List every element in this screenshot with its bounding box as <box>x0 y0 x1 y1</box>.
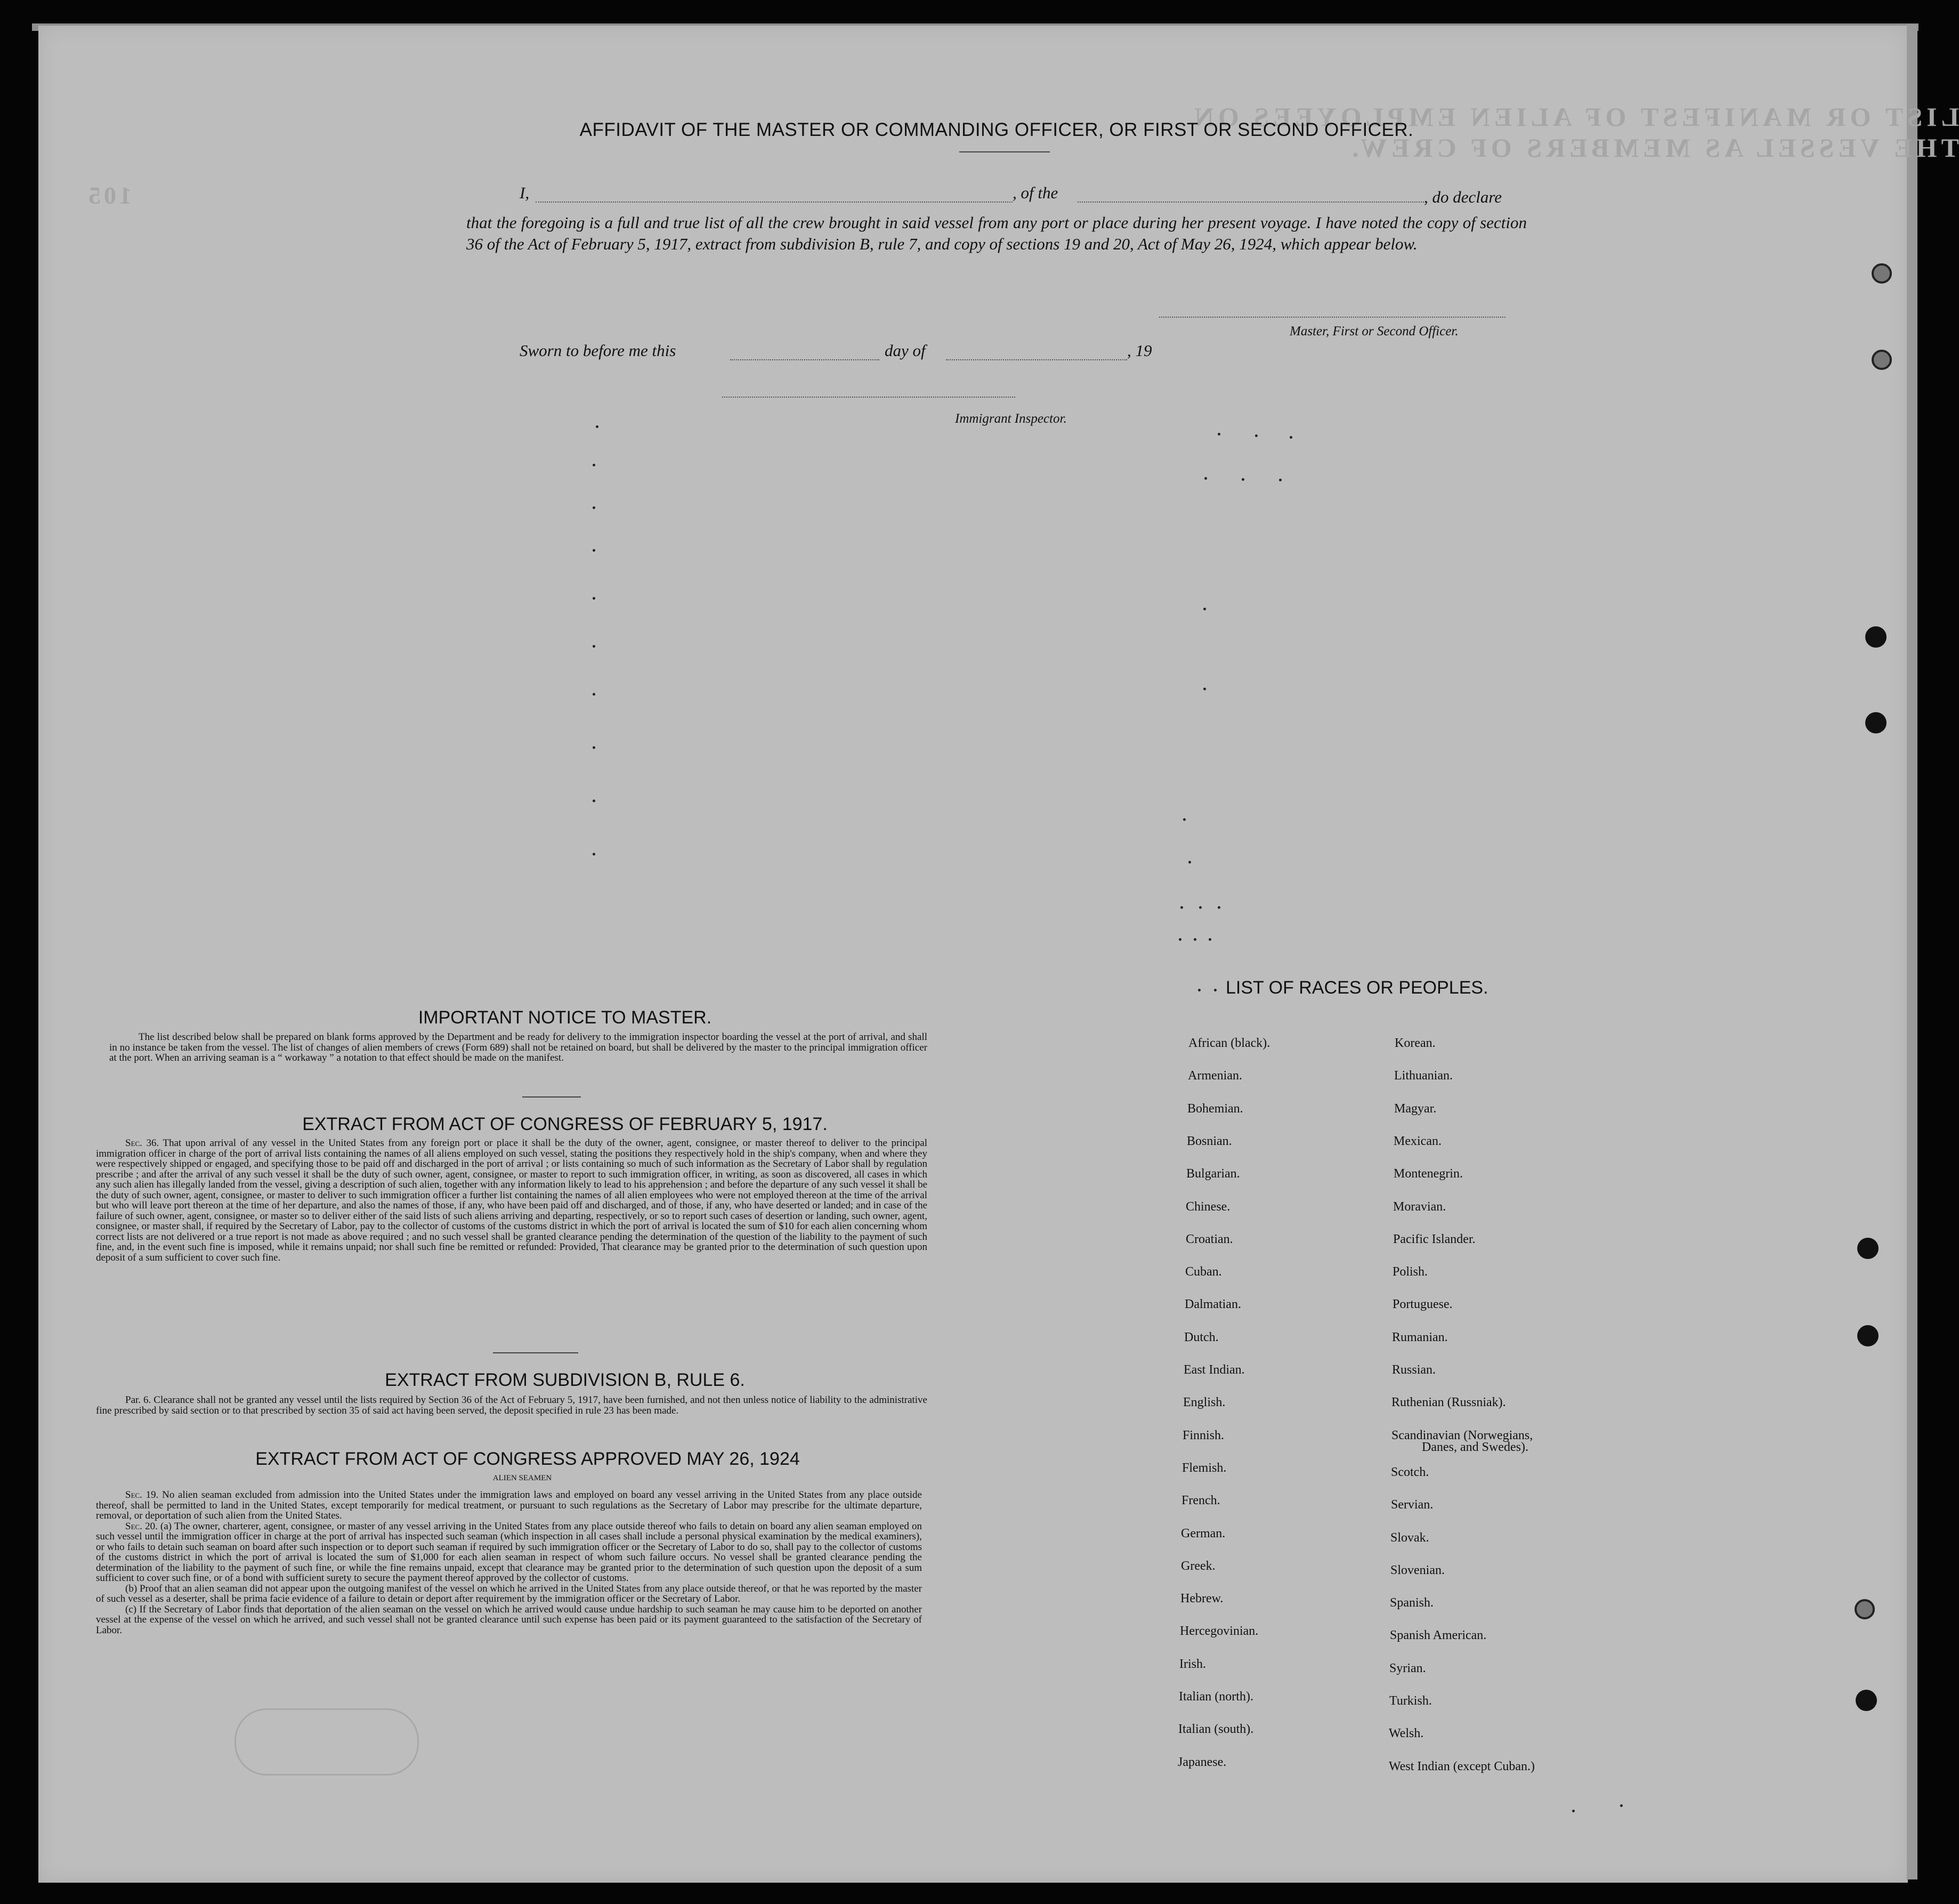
bleed-through-page-number: 105 <box>85 182 132 209</box>
punch-hole <box>1865 626 1887 648</box>
year-prefix: , 19 <box>1127 341 1152 360</box>
mark-dot <box>593 645 595 648</box>
race-item: Spanish American. <box>1390 1628 1487 1642</box>
race-item: Rumanian. <box>1392 1330 1448 1344</box>
heading-divider <box>959 151 1050 152</box>
mark-dot <box>1203 688 1206 690</box>
inspector-signature-line <box>722 397 1015 398</box>
section-divider <box>522 1096 581 1098</box>
extract-rule6-text: Par. 6. Clearance shall not be granted any vessel until the lists required by Section 36 of the Act of February 5, 1917, have been furnished, and not then unless notice of liability to the administrative fine prescribed by said section or to that prescribed by section 35 of said act having been served, the deposit specified in rule 23 has been made. <box>96 1394 927 1416</box>
race-item: Chinese. <box>1186 1200 1231 1214</box>
race-item: French. <box>1181 1494 1220 1507</box>
race-item: German. <box>1181 1527 1226 1540</box>
race-item: Servian. <box>1391 1498 1434 1512</box>
punch-hole <box>1872 350 1892 370</box>
race-item: Scandinavian (Norwegians, <box>1391 1429 1533 1442</box>
race-item: Bosnian. <box>1187 1134 1232 1148</box>
faint-stamp <box>234 1708 419 1776</box>
race-item: Moravian. <box>1393 1200 1446 1214</box>
mark-dot <box>1198 989 1201 991</box>
mark-dot <box>593 506 595 509</box>
section-20a: Sec. 20. (a) The owner, charterer, agent, consignee, or master of any vessel arriving in the United States from any place outside thereof who fails to detain on board any alien seaman employed on such vessel until the immigration officer in charge at the port of arrival has inspected such seaman (which inspection in all cases shall include a personal physical examination by the medical examiners), or who fails to detain such seaman on board after such inspection or to deport such seaman if required by such immigration officer or the Secretary of Labor to do so, shall pay to the collector of customs of the customs district in which the port of arrival is located the sum of $1,000 for each alien seaman in respect of whom such failure occurs. No vessel shall be granted clearance pending the determination of the liability to the payment of such fine, or while the fine remains unpaid, except that clearance may be granted prior to the determination of such question upon the deposit of a sum sufficient to cover such fine, or of a bond with sufficient surety to secure the payment thereof approved by the collector of customs. <box>96 1520 922 1584</box>
race-item: Bohemian. <box>1187 1102 1243 1116</box>
sworn-text: Sworn to before me this <box>520 341 676 360</box>
race-item: Pacific Islander. <box>1393 1232 1476 1246</box>
race-item: Italian (south). <box>1178 1722 1254 1736</box>
race-item: Mexican. <box>1394 1134 1442 1148</box>
mark-dot <box>1179 938 1181 941</box>
mark-dot <box>1180 906 1183 909</box>
race-item: Welsh. <box>1389 1726 1424 1740</box>
notice-text: The list described below shall be prepared on blank forms approved by the Department and be ready for delivery to the immigration inspector boarding the vessel at the port of arrival, and shall in no instance be taken from the vessel. The list of changes of alien members of crews (Form 689) shall not be retained on board, but shall be delivered by the master to the principal immigration officer at the port. When an arriving seaman is a “ workaway ” a notation to that effect should be made on the manifest. <box>109 1031 927 1063</box>
section-divider <box>493 1352 578 1353</box>
race-item: Spanish. <box>1390 1596 1434 1610</box>
section-36-body: That upon arrival of any vessel in the United States from any foreign port or place it shall be the duty of the owner, agent, consignee, or master thereof to deliver to the principal immigration officer in charge of the port of arrival lists containing the names of all aliens employed on such vessel, stating the positions they respectively hold in the ship's company, when and where they were respectively shipped or engaged, and specifying those to be paid off and discharged in the port of arrival ; or lists containing so much of such information as the Secretary of Labor shall by regulation prescribe ; and after the arrival of any such vessel it shall be the duty of such owner, agent, consignee, or master to report to such immigration officer, in writing, as soon as discovered, all cases in which any such alien has illegally landed from the vessel, giving a description of such alien, together with any information likely to lead to his apprehension ; and before the departure of any such vessel it shall be the duty of such owner, agent, consignee, or master to deliver to such immigration officer a further list containing the names of all alien employees who were not employed thereon at the time of the arrival but who will leave port thereon at the time of her departure, and also the names of those, if any, who have been paid off and discharged, and of those, if any, who have deserted or landed; and in case of the failure of such owner, agent, consignee, or master so to deliver either of the said lists of such aliens arriving and departing, respectively, or so to report such cases of desertion or landing, such owner, agent, consignee, or master shall, if required by the Secretary of Labor, pay to the collector of customs of the customs district in which the port of arrival is located the sum of $10 for each alien concerning whom correct lists are not delivered or a true report is not made as above required ; and no such vessel shall be granted clearance pending the determination of the question of the liability to the payment of such fine, and, in the event such fine is imposed, while it remains unpaid; nor shall such fine be remitted or refunded: Provided, That clearance may be granted prior to the determination of such question upon deposit of a sum sufficient to cover such fine. <box>96 1137 927 1263</box>
affidavit-body: that the foregoing is a full and true list of all the crew brought in said vessel from any port or place during her present voyage. I have noted the copy of section 36 of the Act of February 5, 1917, extract from subdivision B, rule 7, and copy of sections 19 and 20, Act of May 26, 1924, which appear below. <box>466 213 1527 253</box>
punch-hole <box>1855 1599 1875 1619</box>
mark-dot <box>1199 906 1202 909</box>
section-36-label: Sec. 36. <box>125 1137 159 1149</box>
sworn-day-blank <box>730 359 879 360</box>
punch-hole <box>1857 1238 1879 1259</box>
extract-1917-heading: EXTRACT FROM ACT OF CONGRESS OF FEBRUARY 5, 1917. <box>302 1114 828 1134</box>
extract-1924-text <box>96 1490 922 1635</box>
notice-heading: IMPORTANT NOTICE TO MASTER. <box>418 1007 712 1028</box>
race-item: Portuguese. <box>1393 1297 1453 1311</box>
mark-dot <box>1209 938 1211 941</box>
mark-dot <box>596 425 598 428</box>
race-item: Magyar. <box>1394 1102 1437 1116</box>
race-item: Lithuanian. <box>1394 1069 1453 1083</box>
extract-1924-subheading: ALIEN SEAMEN <box>492 1474 552 1482</box>
mark-dot <box>1204 477 1207 480</box>
race-item: Italian (north). <box>1179 1690 1253 1704</box>
affidavit-do-declare: , do declare <box>1424 188 1502 206</box>
mark-dot <box>593 597 595 600</box>
race-item: Scotch. <box>1391 1465 1429 1479</box>
mark-dot <box>1218 433 1220 435</box>
month-blank <box>946 359 1127 360</box>
vessel-blank <box>1078 201 1424 203</box>
mark-dot <box>1194 938 1196 941</box>
section-19: Sec. 19. No alien seaman excluded from admission into the United States under the immigration laws and employed on board any vessel arriving in the United States from any place outside thereof, shall be permitted to land in the United States, except temporarily for medical treatment, or pursuant to such regulations as the Secretary of Labor may prescribe for the ultimate departure, removal, or deportation of such alien from the United States. <box>96 1489 922 1521</box>
race-item: English. <box>1183 1395 1226 1409</box>
races-heading: LIST OF RACES OR PEOPLES. <box>1226 978 1488 998</box>
race-scandinavian-continued: Danes, and Swedes). <box>1422 1440 1528 1454</box>
mark-dot <box>1572 1810 1575 1812</box>
race-item: Dutch. <box>1184 1330 1219 1344</box>
mark-dot <box>1255 434 1258 437</box>
race-item: Finnish. <box>1183 1429 1225 1442</box>
race-item: Hercegovinian. <box>1180 1624 1259 1638</box>
inspector-label: Immigrant Inspector. <box>955 412 1067 426</box>
race-item: Cuban. <box>1185 1265 1222 1279</box>
extract-1924-heading: EXTRACT FROM ACT OF CONGRESS APPROVED MAY 26, 1924 <box>255 1449 800 1469</box>
race-item: Slovak. <box>1390 1531 1429 1545</box>
race-item: Armenian. <box>1188 1069 1242 1083</box>
mark-dot <box>1203 608 1206 610</box>
punch-hole <box>1856 1690 1877 1711</box>
mark-dot <box>593 464 595 466</box>
extract-rule6-heading: EXTRACT FROM SUBDIVISION B, RULE 6. <box>385 1370 745 1390</box>
punch-hole <box>1865 712 1887 733</box>
race-item: Ruthenian (Russniak). <box>1391 1395 1506 1409</box>
mark-dot <box>1188 861 1191 864</box>
race-item: Dalmatian. <box>1185 1297 1241 1311</box>
section-20c: (c) If the Secretary of Labor finds that deportation of the alien seaman on the vessel on which he arrived would cause undue hardship to such seaman he may cause him to be deported on another vessel at the expense of the vessel on which he arrived, and such vessel shall not be granted clearance until such expense has been paid or its payment guaranteed to the satisfaction of the Secretary of Labor. <box>96 1603 922 1636</box>
mark-dot <box>1214 989 1217 991</box>
race-item: Greek. <box>1181 1559 1216 1573</box>
race-item: African (black). <box>1188 1036 1270 1050</box>
name-blank <box>536 201 1013 203</box>
mark-dot <box>1290 436 1292 439</box>
race-item: Korean. <box>1395 1036 1436 1050</box>
race-item: East Indian. <box>1184 1363 1245 1377</box>
master-signature-line <box>1159 317 1505 318</box>
extract-1917-text <box>96 1138 927 1263</box>
mark-dot <box>593 800 595 802</box>
affidavit-of-the: , of the <box>1013 183 1058 202</box>
mark-dot <box>1620 1804 1623 1807</box>
mark-dot <box>593 746 595 749</box>
mark-dot <box>593 693 595 696</box>
mark-dot <box>593 549 595 552</box>
race-item: Flemish. <box>1182 1461 1227 1475</box>
race-item: Bulgarian. <box>1186 1167 1240 1181</box>
section-20b: (b) Proof that an alien seaman did not appear upon the outgoing manifest of the vessel on which he arrived in the United States from any place outside thereof, or that he was reported by the master of such vessel as a deserter, shall be prima facie evidence of a failure to detain or deport after requirement by the immigration officer or the Secretary of Labor. <box>96 1583 922 1604</box>
bleed-through-title: LIST OR MANIFEST OF ALIEN EMPLOYEES ON THE VESSEL AS MEMBERS OF CREW. <box>1190 102 1959 163</box>
punch-hole <box>1872 263 1892 284</box>
race-item: Turkish. <box>1389 1694 1432 1708</box>
day-of-text: day of <box>885 341 926 360</box>
mark-dot <box>1279 479 1282 481</box>
paper-edge-right <box>1907 25 1917 1879</box>
mark-dot <box>593 853 595 856</box>
master-signature-label: Master, First or Second Officer. <box>1290 324 1459 338</box>
race-item: Slovenian. <box>1390 1563 1445 1577</box>
race-item: Hebrew. <box>1180 1592 1224 1606</box>
affidavit-heading: AFFIDAVIT OF THE MASTER OR COMMANDING OFFICER, OR FIRST OR SECOND OFFICER. <box>579 119 1414 140</box>
race-item: Polish. <box>1393 1265 1428 1279</box>
mark-dot <box>1218 906 1220 909</box>
race-item: Croatian. <box>1186 1232 1233 1246</box>
punch-hole <box>1857 1325 1879 1346</box>
race-item: Japanese. <box>1178 1755 1227 1769</box>
mark-dot <box>1183 818 1186 821</box>
mark-dot <box>1242 478 1244 481</box>
race-item: West Indian (except Cuban.) <box>1389 1760 1535 1773</box>
race-item: Montenegrin. <box>1394 1167 1463 1181</box>
race-item: Irish. <box>1179 1657 1206 1671</box>
affidavit-i: I, <box>520 183 530 202</box>
race-item: Russian. <box>1392 1363 1436 1377</box>
race-item: Syrian. <box>1389 1661 1426 1675</box>
